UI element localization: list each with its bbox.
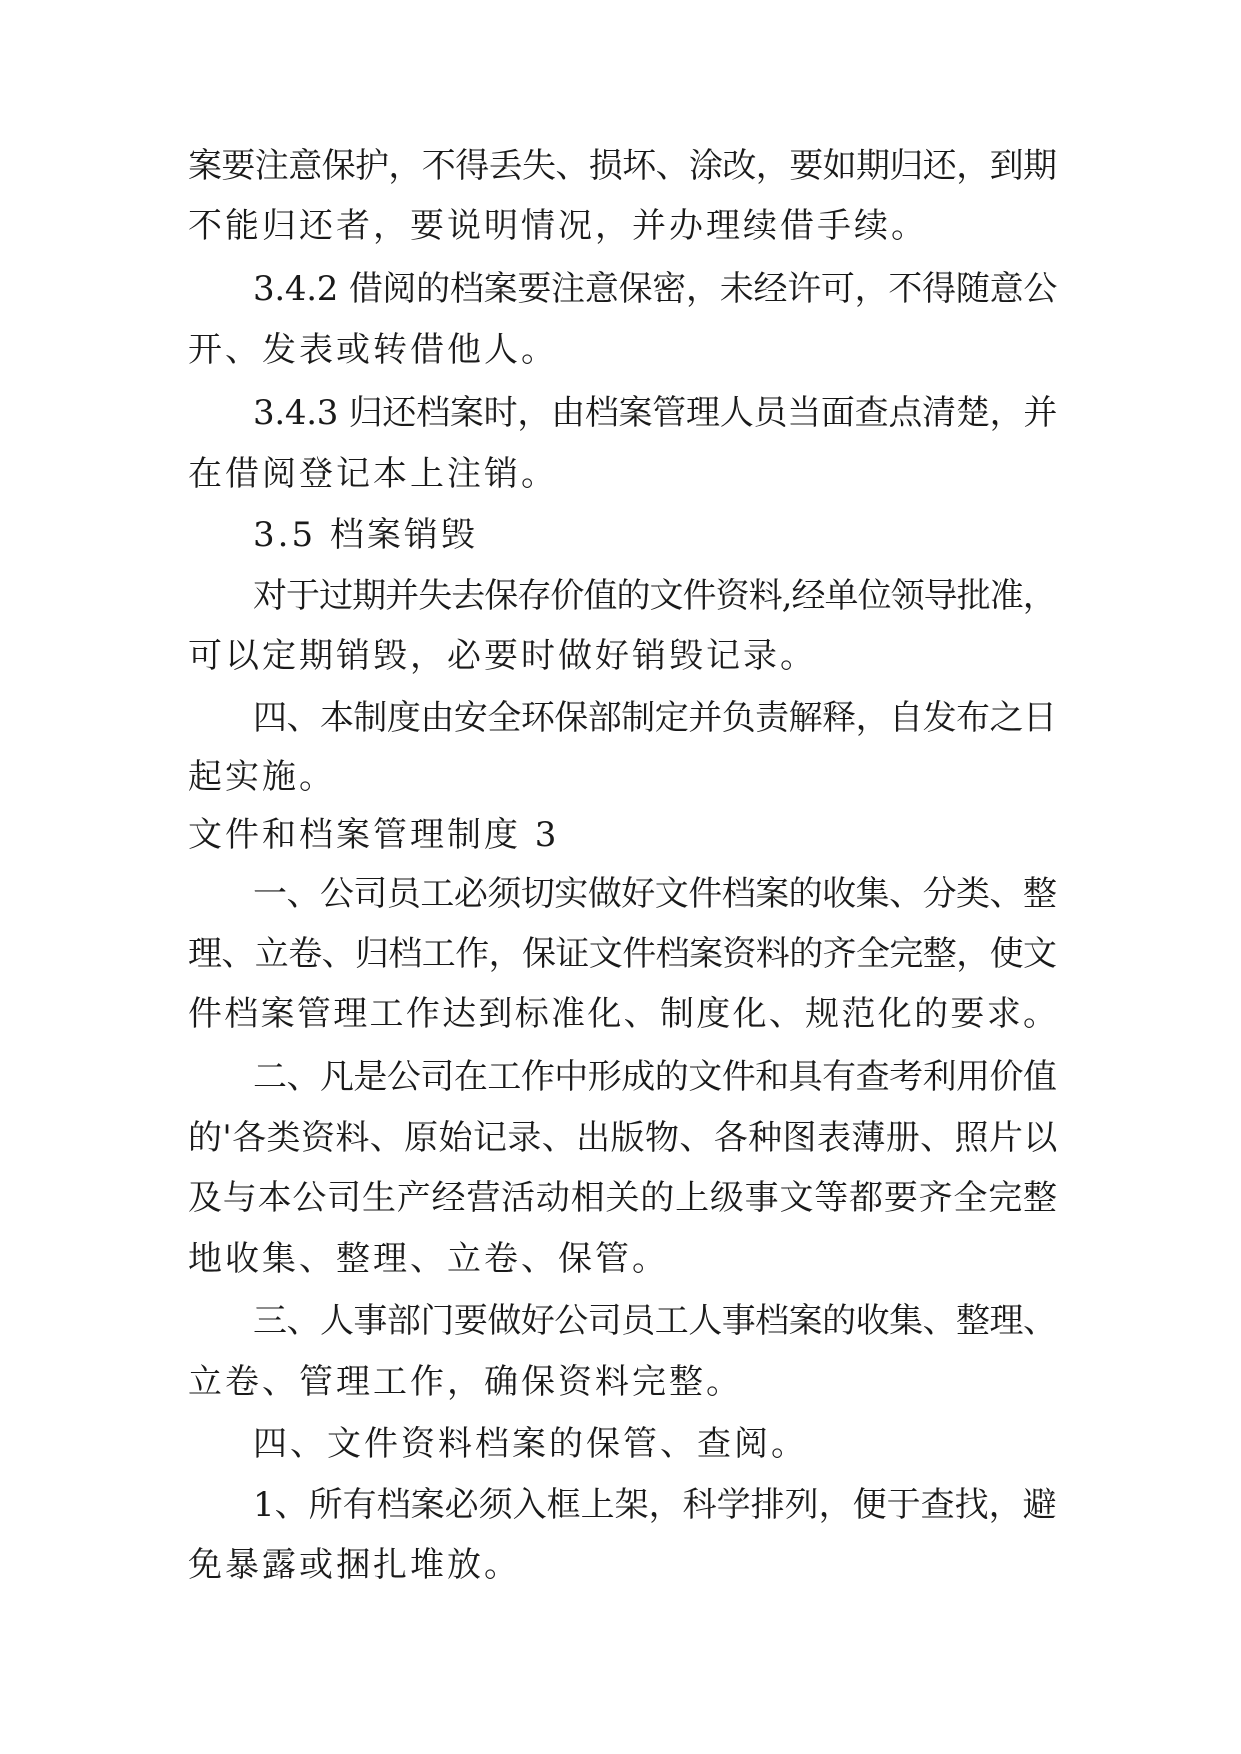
text-line: 的'各类资料、原始记录、出版物、各种图表薄册、照片以 <box>188 1118 1058 1158</box>
text-line: 理、立卷、归档工作，保证文件档案资料的齐全完整，使文 <box>188 934 1057 974</box>
text-line: 及与本公司生产经营活动相关的上级事文等都要齐全完整 <box>188 1178 1058 1218</box>
text-line: 不能归还者，要说明情况，并办理续借手续。 <box>188 206 928 246</box>
text-line: 二、凡是公司在工作中形成的文件和具有查考利用价值 <box>253 1057 1057 1097</box>
text-line: 在借阅登记本上注销。 <box>188 454 558 494</box>
text-line: 对于过期并失去保存价值的文件资料,经单位领导批准， <box>253 576 1056 616</box>
text-line: 案要注意保护，不得丢失、损坏、涂改，要如期归还，到期 <box>188 146 1057 186</box>
text-line: 3.4.3 归还档案时，由档案管理人员当面查点清楚，并 <box>253 393 1058 433</box>
text-line: 可以定期销毁，必要时做好销毁记录。 <box>188 636 817 676</box>
text-line: 地收集、整理、立卷、保管。 <box>188 1239 669 1279</box>
text-line: 立卷、管理工作，确保资料完整。 <box>188 1362 743 1402</box>
section-heading: 3.5 档案销毁 <box>253 515 478 555</box>
text-line: 件档案管理工作达到标准化、制度化、规范化的要求。 <box>188 994 1060 1034</box>
text-line: 三、人事部门要做好公司员工人事档案的收集、整理、 <box>253 1301 1057 1341</box>
text-line: 四、文件资料档案的保管、查阅。 <box>253 1424 808 1464</box>
text-line: 起实施。 <box>188 757 336 797</box>
document-title: 文件和档案管理制度 3 <box>188 815 560 855</box>
text-line: 1、所有档案必须入框上架，科学排列，便于查找，避 <box>253 1485 1057 1525</box>
text-line: 一、公司员工必须切实做好文件档案的收集、分类、整 <box>253 874 1057 914</box>
text-line: 免暴露或捆扎堆放。 <box>188 1545 521 1585</box>
text-line: 四、本制度由安全环保部制定并负责解释，自发布之日 <box>253 698 1057 738</box>
text-line: 3.4.2 借阅的档案要注意保密，未经许可，不得随意公 <box>253 269 1058 309</box>
text-line: 开、发表或转借他人。 <box>188 330 558 370</box>
